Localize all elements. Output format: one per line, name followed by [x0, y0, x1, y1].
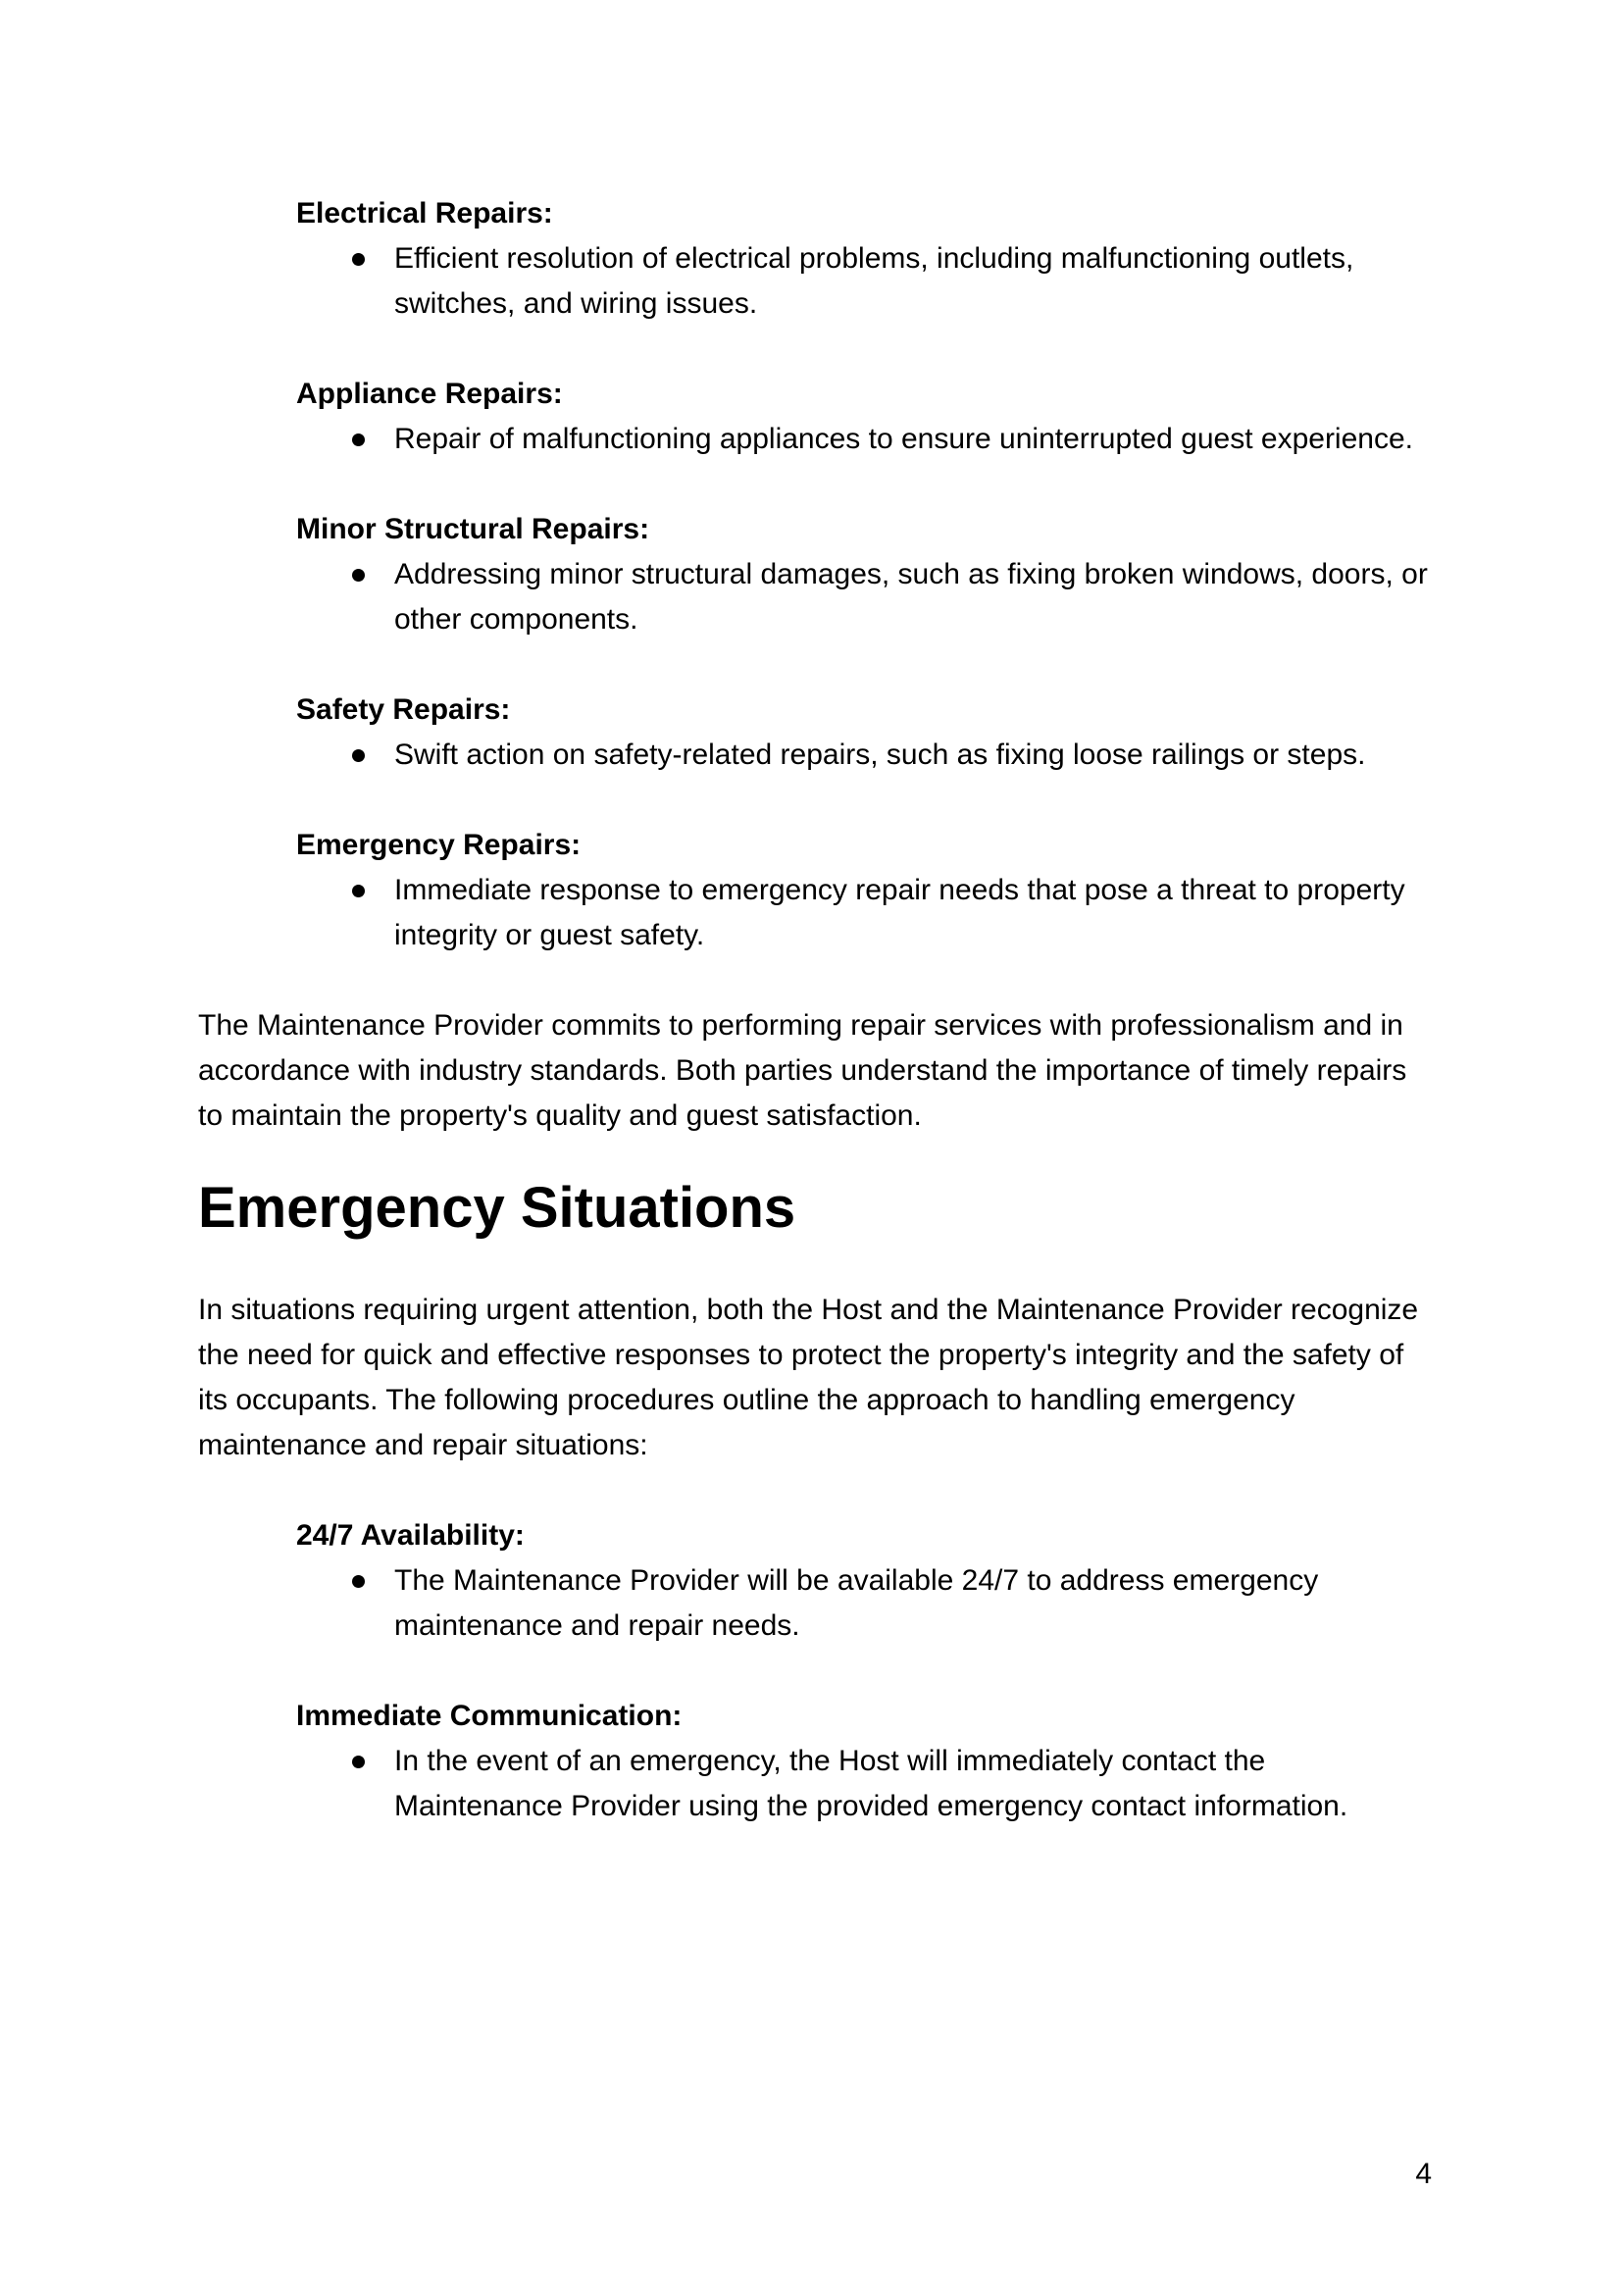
section-heading: Safety Repairs:	[296, 693, 511, 726]
section-electrical-repairs	[198, 191, 1428, 327]
section-emergency-repairs	[198, 823, 1428, 958]
bullet-item: In the event of an emergency, the Host will immediately contact the Maintenance Provider using the provided emergency contact information.	[198, 1739, 1428, 1829]
bullet-item: The Maintenance Provider will be available 24/7 to address emergency maintenance and repair needs.	[198, 1558, 1428, 1649]
bullet-list	[198, 868, 1428, 958]
bullet-item: Efficient resolution of electrical problems, including malfunctioning outlets, switches, and wiring issues.	[198, 236, 1428, 327]
bullet-list	[198, 733, 1428, 778]
bullet-list	[198, 417, 1428, 462]
page-number: 4	[1415, 2158, 1432, 2190]
bullet-list	[198, 1739, 1428, 1829]
section-heading: Minor Structural Repairs:	[296, 513, 650, 545]
bullet-list	[198, 552, 1428, 642]
bullet-item: Immediate response to emergency repair needs that pose a threat to property integrity or guest safety.	[198, 868, 1428, 958]
section-immediate-communication	[198, 1694, 1428, 1829]
bullet-item: Swift action on safety-related repairs, such as fixing loose railings or steps.	[198, 733, 1428, 778]
section-availability	[198, 1513, 1428, 1649]
section-heading: Immediate Communication:	[296, 1700, 683, 1732]
section-heading: 24/7 Availability:	[296, 1519, 525, 1552]
section-heading: Electrical Repairs:	[296, 197, 553, 229]
bullet-list	[198, 236, 1428, 327]
intro-paragraph: In situations requiring urgent attention, both the Host and the Maintenance Provider recognize the need for quick and effective responses to protect the property's integrity and the safety of its occupants. The following procedures outline the approach to handling emergency maintenance and repair situations:	[198, 1294, 1419, 1461]
bullet-item: Repair of malfunctioning appliances to ensure uninterrupted guest experience.	[198, 417, 1428, 462]
page-title: Emergency Situations	[198, 1176, 796, 1240]
bullet-list	[198, 1558, 1428, 1649]
section-appliance-repairs	[198, 372, 1428, 462]
closing-paragraph: The Maintenance Provider commits to performing repair services with professionalism and in accordance with industry standards. Both parties understand the importance of timely repairs to maintain the property's quality and guest satisfaction.	[198, 1009, 1407, 1132]
section-heading: Appliance Repairs:	[296, 378, 563, 410]
section-safety-repairs	[198, 688, 1428, 778]
section-heading: Emergency Repairs:	[296, 829, 582, 861]
section-minor-structural-repairs	[198, 507, 1428, 642]
bullet-item: Addressing minor structural damages, such as fixing broken windows, doors, or other components.	[198, 552, 1428, 642]
